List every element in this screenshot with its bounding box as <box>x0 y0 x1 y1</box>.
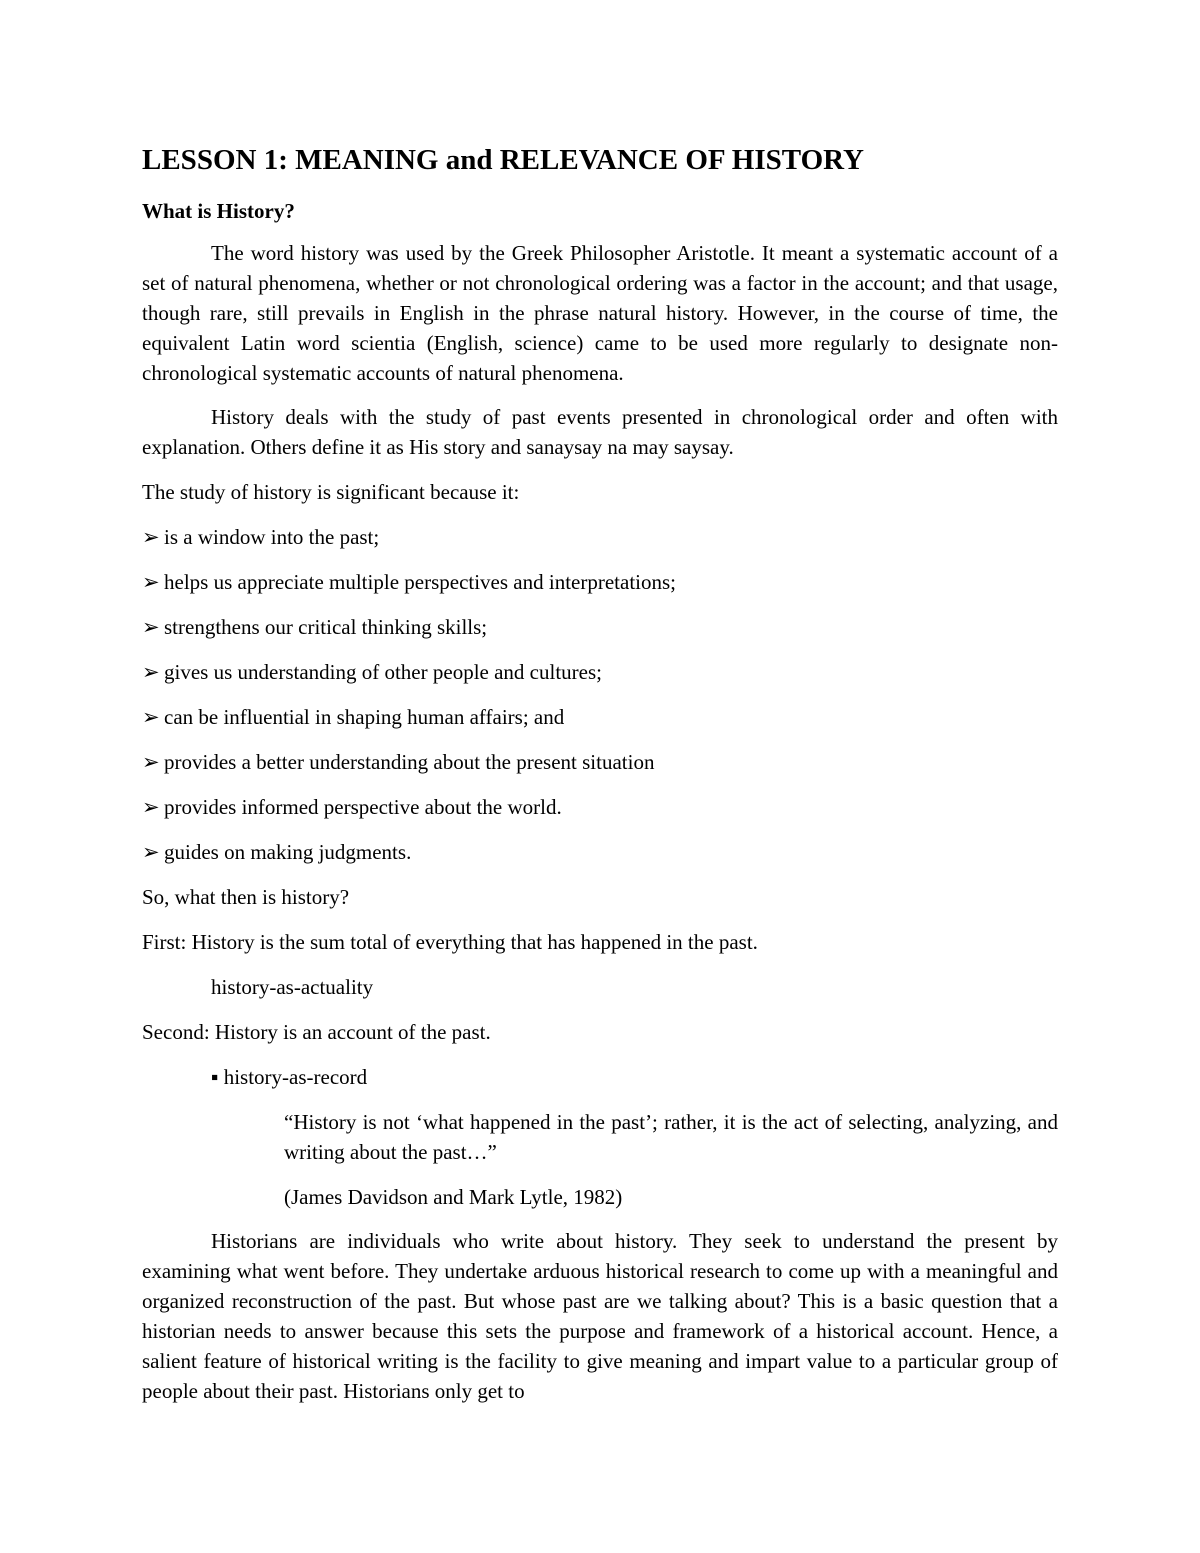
list-item <box>142 702 1058 732</box>
list-item-text: provides a better understanding about the present situation <box>164 750 655 774</box>
paragraph-aristotle: The word history was used by the Greek Philosopher Aristotle. It meant a systematic account of a set of natural phenomena, whether or not chronological ordering was a factor in the account; and that usage, though rare, still prevails in English in the phrase natural history. However, in the course of time, the equivalent Latin word scientia (English, science) came to be used more regularly to designate non-chronological systematic accounts of natural phenomena. <box>142 241 1058 385</box>
document-body <box>142 138 1058 1406</box>
arrow-bullet-icon: ➢ <box>142 570 160 594</box>
history-as-actuality: history-as-actuality <box>211 975 374 999</box>
list-item <box>142 612 1058 642</box>
list-item <box>142 837 1058 867</box>
quote-citation: (James Davidson and Mark Lytle, 1982) <box>284 1185 623 1209</box>
history-as-record: ▪ history-as-record <box>211 1065 368 1089</box>
lesson-title: LESSON 1: MEANING and RELEVANCE OF HISTORY <box>142 144 864 176</box>
arrow-bullet-icon: ➢ <box>142 525 160 549</box>
significance-intro: The study of history is significant because it: <box>142 480 520 504</box>
list-item-text: gives us understanding of other people and cultures; <box>164 660 602 684</box>
arrow-bullet-icon: ➢ <box>142 615 160 639</box>
block-quote: “History is not ‘what happened in the past’; rather, it is the act of selecting, analyzing, and writing about the past…” <box>284 1110 1058 1164</box>
arrow-bullet-icon: ➢ <box>142 660 160 684</box>
list-item-text: guides on making judgments. <box>164 840 412 864</box>
list-item-text: is a window into the past; <box>164 525 380 549</box>
second-definition: Second: History is an account of the past. <box>142 1020 491 1044</box>
list-item <box>142 747 1058 777</box>
list-item <box>142 657 1058 687</box>
arrow-bullet-icon: ➢ <box>142 840 160 864</box>
significance-list <box>142 522 1058 867</box>
list-item-text: strengthens our critical thinking skills; <box>164 615 488 639</box>
paragraph-historians: Historians are individuals who write about history. They seek to understand the present by examining what went before. They undertake arduous historical research to come up with a meaningful and organized reconstruction of the past. But whose past are we talking about? This is a basic question that a historian needs to answer because this sets the purpose and framework of a historical account. Hence, a salient feature of historical writing is the facility to give meaning and impart value to a particular group of people about their past. Historians only get to <box>142 1229 1058 1403</box>
list-item-text: provides informed perspective about the world. <box>164 795 562 819</box>
arrow-bullet-icon: ➢ <box>142 750 160 774</box>
first-definition: First: History is the sum total of everything that has happened in the past. <box>142 930 758 954</box>
list-item <box>142 522 1058 552</box>
list-item <box>142 567 1058 597</box>
arrow-bullet-icon: ➢ <box>142 705 160 729</box>
list-item <box>142 792 1058 822</box>
list-item-text: can be influential in shaping human affairs; and <box>164 705 565 729</box>
arrow-bullet-icon: ➢ <box>142 795 160 819</box>
list-item-text: helps us appreciate multiple perspectives and interpretations; <box>164 570 676 594</box>
question-line: So, what then is history? <box>142 885 350 909</box>
section-heading: What is History? <box>142 199 295 223</box>
paragraph-definition: History deals with the study of past events presented in chronological order and often with explanation. Others define it as His story and sanaysay na may saysay. <box>142 405 1058 459</box>
